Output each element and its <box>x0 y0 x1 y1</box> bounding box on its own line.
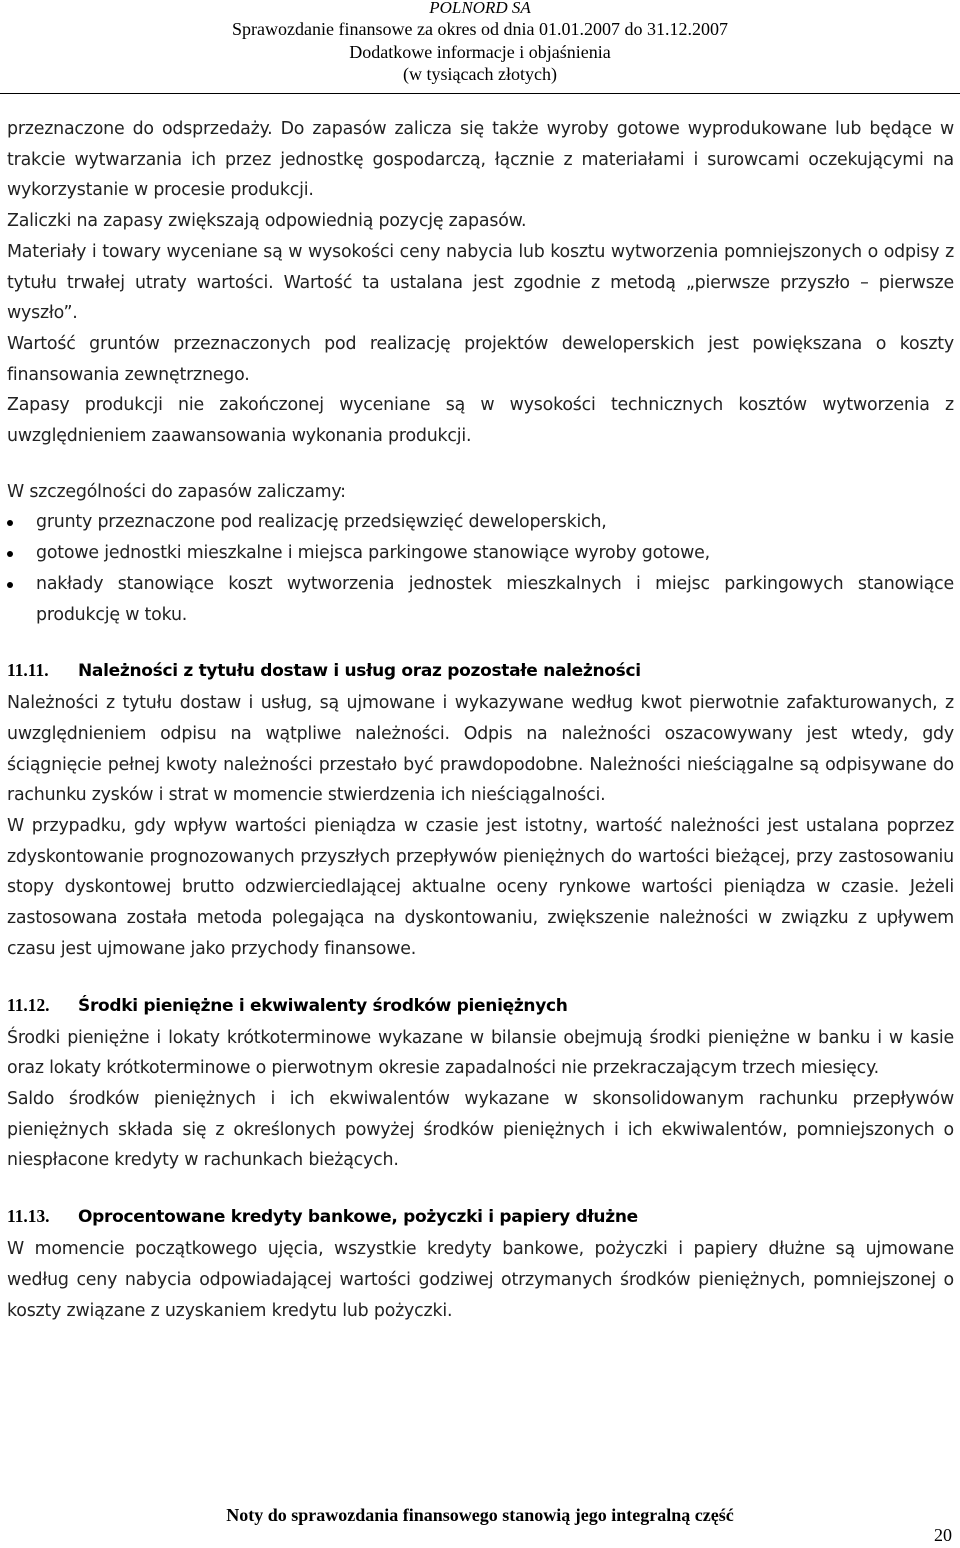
list-item-text: gotowe jednostki mieszkalne i miejsca parkingowe stanowiące wyroby gotowe, <box>36 543 710 564</box>
list-item <box>7 569 954 630</box>
footer-note: Noty do sprawozdania finansowego stanowią jego integralną część <box>226 1505 734 1525</box>
company-name: POLNORD SA <box>429 0 531 17</box>
section-number: 11.12. <box>7 994 50 1015</box>
bullet-icon <box>7 551 13 557</box>
paragraph: W momencie początkowego ujęcia, wszystkie kredyty bankowe, pożyczki i papiery dłużne są ujmowane według ceny nabycia odpowiadającej wartości godziwej otrzymanych środków pieniężnych, pomniejszonej o koszty związane z uzyskaniem kredytu lub pożyczki. <box>7 1239 954 1321</box>
section-receivables <box>7 655 954 964</box>
bullet-icon <box>7 520 13 526</box>
paragraph: Wartość gruntów przeznaczonych pod realizację projektów deweloperskich jest powiększana o koszty finansowania zewnętrznego. <box>7 333 954 385</box>
paragraph: przeznaczone do odsprzedaży. Do zapasów zalicza się także wyroby gotowe wyprodukowane lub będące w trakcie wytwarzania ich przez jednostkę gospodarczą, łącznie z materiałami i surowcami oczekującymi na wykorzystanie w procesie produkcji. <box>7 119 954 201</box>
header-divider <box>0 93 960 94</box>
paragraph: Materiały i towary wyceniane są w wysokości ceny nabycia lub kosztu wytworzenia pomniejszonych o odpisy z tytułu trwałej utraty wartości. Wartość ta ustalana jest zgodnie z metodą „pierwsze przyszło – pierwsze wyszło”. <box>7 241 954 324</box>
bullet-icon <box>7 582 13 588</box>
paragraph: Środki pieniężne i lokaty krótkoterminowe wykazane w bilansie obejmują środki pieniężne w banku i w kasie oraz lokaty krótkoterminowe o pierwotnym okresie zapadalności nie przekraczającym trzech miesięcy. <box>7 1027 954 1079</box>
paragraph: Zaliczki na zapasy zwiększają odpowiednią pozycję zapasów. <box>7 211 527 232</box>
section-number: 11.13. <box>7 1206 50 1227</box>
section-title: Środki pieniężne i ekwiwalenty środków pieniężnych <box>78 995 568 1016</box>
spacer <box>7 452 954 477</box>
list-item-text: grunty przeznaczone pod realizację przedsięwzięć deweloperskich, <box>36 512 607 533</box>
list-item <box>7 507 954 538</box>
section-loans <box>7 1201 954 1326</box>
paragraph: Saldo środków pieniężnych i ich ekwiwalentów wykazane w skonsolidowanym rachunku przepływów pieniężnych składa się z określonych powyżej środków pieniężnych i ich ekwiwalentów, pomniejszonych o niespłacone kredyty w rachunkach bieżących. <box>7 1088 954 1171</box>
list-item-text: nakłady stanowiące koszt wytworzenia jednostek mieszkalnych i miejsc parkingowych stanowiące produkcję w toku. <box>36 573 954 625</box>
list-intro: W szczególności do zapasów zaliczamy: <box>7 481 346 502</box>
section-number: 11.11. <box>7 660 49 681</box>
bullet-list <box>7 507 954 630</box>
section-heading <box>7 990 954 1021</box>
section-heading <box>7 1201 954 1232</box>
section-title: Oprocentowane kredyty bankowe, pożyczki i papiery dłużne <box>78 1207 638 1228</box>
list-item <box>7 538 954 569</box>
paragraph: Zapasy produkcji nie zakończonej wyceniane są w wysokości technicznych kosztów wytworzenia z uwzględnieniem zaawansowania wykonania produkcji. <box>7 395 954 447</box>
page-number: 20 <box>934 1525 952 1545</box>
paragraph: Należności z tytułu dostaw i usług, są ujmowane i wykazywane według kwot pierwotnie zafakturowanych, z uwzględnieniem odpisu na wątpliwe należności. Odpis na należności oszacowywany jest wtedy, gdy ściągnięcie pełnej kwoty należności przestało być prawdopodobne. Należności nieściągalne są odpisywane do rachunku zysków i strat w momencie stwierdzenia ich nieściągalności. <box>7 693 954 806</box>
report-subtitle: Dodatkowe informacje i objaśnienia <box>349 41 611 62</box>
section-heading <box>7 655 954 686</box>
section-cash <box>7 990 954 1177</box>
paragraph: W przypadku, gdy wpływ wartości pieniądza w czasie jest istotny, wartość należności jest ustalana poprzez zdyskontowanie prognozowanych przyszłych przepływów pieniężnych do wartości bieżącej, przy zastosowaniu stopy dyskontowej brutto odzwierciedlającej aktualne oceny rynkowe wartości pieniądza w czasie. Jeżeli zastosowana została metoda polegająca na dyskontowaniu, zwiększenie należności w związku z upływem czasu jest ujmowane jako przychody finansowe. <box>7 816 954 959</box>
section-title: Należności z tytułu dostaw i usług oraz pozostałe należności <box>78 661 641 682</box>
page-header <box>0 0 960 86</box>
currency-note: (w tysiącach złotych) <box>403 64 557 84</box>
report-title: Sprawozdanie finansowe za okres od dnia 01.01.2007 do 31.12.2007 <box>232 19 728 39</box>
document-body <box>7 114 954 1326</box>
